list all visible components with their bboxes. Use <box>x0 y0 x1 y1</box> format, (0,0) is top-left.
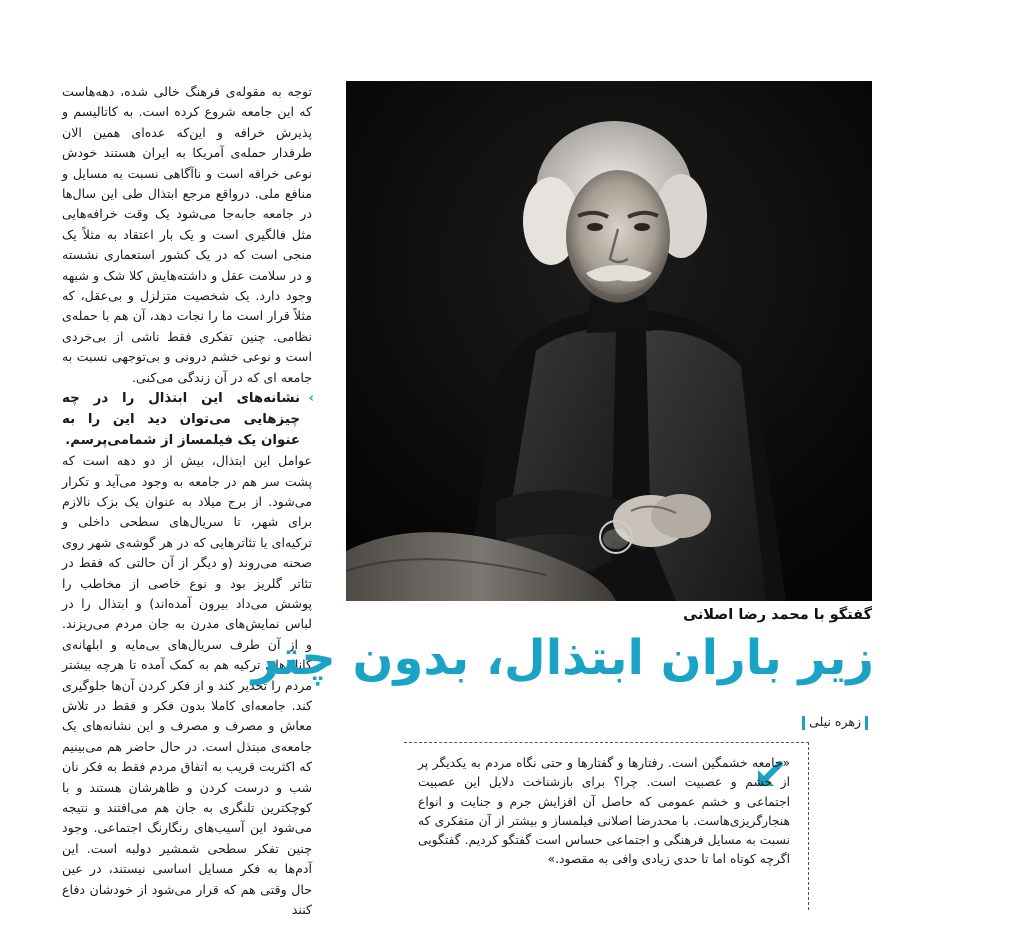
accent-bar <box>865 716 868 730</box>
article-kicker: گفتگو با محمد رضا اصلانی <box>683 607 872 623</box>
article-lead: «جامعه خشمگین است. رفتارها و گفتارها و حتی نگاه مردم به یکدیگر پر از خشم و عصبیت است. چرا؟ برای بازشناخت دلایل این عصبیت اجتماعی و خشم عمومی که حاصل آن افزایش جرم و جنایت و انواع هنجارگریزی‌هاست. با محدرضا اصلانی فیلمساز و بیشتر از آن متفکری که نسبت به مسایل فرهنگی و اجتماعی حساس است گفتگو کردیم. گفتگویی اگرچه کوتاه اما تا حدی زیادی وافی به مقصود.» <box>418 756 790 867</box>
author-name: زهره نیلی <box>809 714 861 729</box>
body-paragraph: توجه به مقوله‌ی فرهنگ خالی شده، دهه‌هاست که این جامعه شروع کرده است. به کاتالیسم و پذیرش خرافه و این‌که عده‌ای همین الان طرفدار حمله‌ی آمریکا به ایران هستند خودش نوعی خرافه است و ناآگاهی نسبت به مسایل و منافع ملی. درواقع مرجع ابتذال طی این سال‌ها در جامعه جابه‌جا می‌شود یک وقت خرافه‌هایی مثل فالگیری است و یک بار اعتقاد به مثلاً یک منجی است که در یک کشور استعماری نشسته و در سلامت عقل و داشته‌هایش کلا شک و شبهه وجود دارد. یک شخصیت متزلزل و بی‌عقل، که مثلاً قرار است ما را نجات دهد، آن هم با حمله‌ی نظامی. چنین تفکری فقط ناشی از بی‌خردی است و نوعی خشم درونی و بی‌توجهی نسبت به جامعه ای که در آن زندگی می‌کنی. <box>62 84 312 385</box>
question-bullet-icon: › <box>308 391 314 407</box>
question-text: نشانه‌های این ابتذال را در چه چیزهایی می‌توان دید این را به عنوان یک فیلمساز از شمامی‌پرسم. <box>62 391 300 449</box>
interview-question <box>62 388 312 451</box>
body-paragraph: عوامل این ابتذال، بیش از دو دهه است که پشت سر هم در جامعه به وجود می‌آید و تکرار می‌شود. از برج میلاد به عنوان یک بزک نالازم برای شهر، تا سریال‌های سطحی داخلی و ترکیه‌ای یا تئاترهایی که در هر گوشه‌ی شهر روی صحنه می‌روند (و دیگر از آن حالتی که فقط در تئاتر گلریز بود و نوع خاصی از مخاطب را پوشش می‌داد بیرون آمده‌اند) و ابتذال را در لباس نمایش‌های مدرن به جان مردم می‌ریزند. و از آن طرف سریال‌های بی‌مایه و ابلهانه‌ی کانال‌های ترکیه هم به کمک آمده تا هرچه بیشتر مردم را تخدیر کند و از فکر کردن آن‌ها جلوگیری کند. جامعه‌ای کاملا بدون فکر و فقط در تلاش معاش و مصرف و مصرف و این نشانه‌های یک جامعه‌ی مبتذل است. در حال حاضر هم می‌بینیم که اکثریت قریب به اتفاق مردم فقط به فکر نان شب و درست کردن و ظاهرشان هستند و با کوچکترین تلنگری به جان هم می‌افتند و نتیجه می‌شود این آسیب‌های رنگارنگ اجتماعی. وجود چنین تفکر سطحی شمشیر دولبه است. این آدم‌ها به فکر مسایل اساسی نیستند، در عین حال وقتی هم که قرار می‌شود از خودشان دفاع کنند <box>62 453 312 918</box>
accent-bar <box>802 716 805 730</box>
article-headline: زیر باران ابتذال، بدون چتر <box>251 630 874 686</box>
portrait-photo <box>346 81 872 601</box>
portrait-illustration <box>346 81 872 601</box>
author-line <box>346 712 872 732</box>
body-text-column <box>62 82 312 937</box>
